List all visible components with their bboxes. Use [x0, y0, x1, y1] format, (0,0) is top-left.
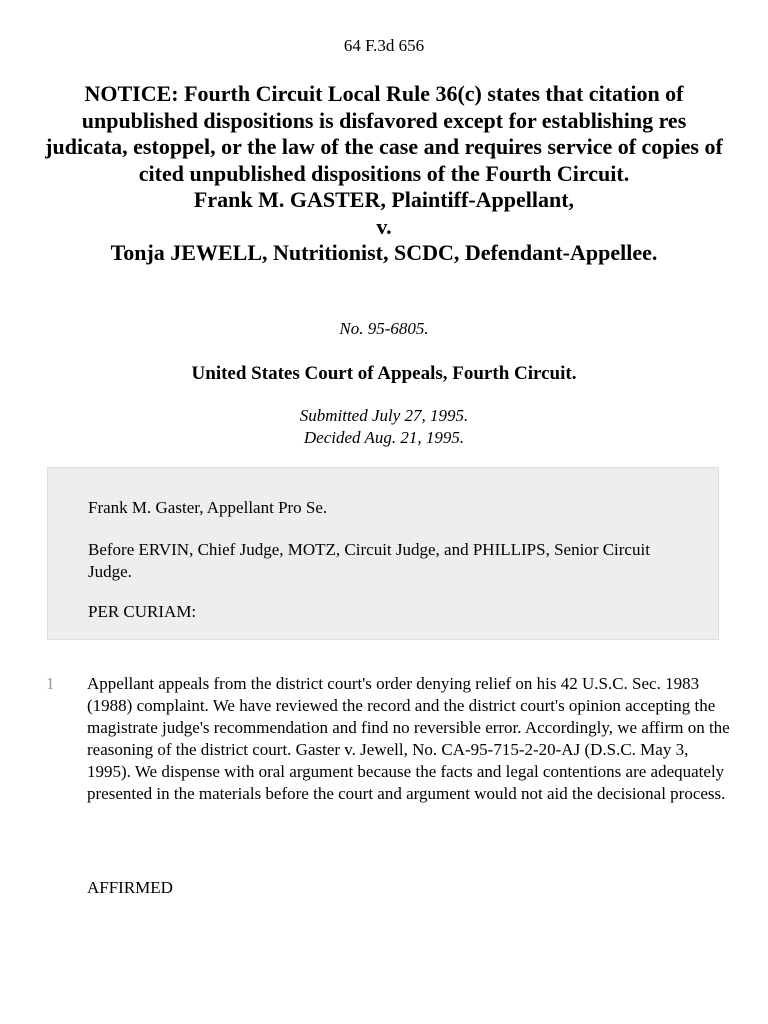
counsel-line: Frank M. Gaster, Appellant Pro Se. — [88, 498, 328, 517]
appellee-party: Tonja JEWELL, Nutritionist, SCDC, Defendant-Appellee. — [110, 240, 658, 265]
decided-date: Decided Aug. 21, 1995. — [303, 428, 465, 447]
court-name: United States Court of Appeals, Fourth Circuit. — [191, 363, 577, 384]
case-heading — [40, 81, 728, 267]
per-curiam-label: PER CURIAM: — [88, 602, 197, 621]
opinion-paragraph: Appellant appeals from the district court's order denying relief on his 42 U.S.C. Sec. 1983 (1988) complaint. We have reviewed the record and the district court's opinion accepting the magistrate judge's recommendation and find no reversible error. Accordingly, we affirm on the reasoning of the district court. Gaster v. Jewell, No. CA-95-715-2-20-AJ (D.S.C. May 3, 1995). We dispense with oral argument because the facts and legal contentions are adequately presented in the materials before the court and argument would not aid the decisional process. — [87, 674, 730, 803]
judges-line: Before ERVIN, Chief Judge, MOTZ, Circuit Judge, and PHILLIPS, Senior Circuit Judge. — [88, 540, 650, 581]
docket-number: No. 95-6805. — [339, 319, 429, 338]
appellant-party: Frank M. GASTER, Plaintiff-Appellant, — [193, 187, 575, 212]
submitted-date: Submitted July 27, 1995. — [299, 406, 469, 425]
unpublished-notice: NOTICE: Fourth Circuit Local Rule 36(c) states that citation of unpublished dispositions is disfavored except for establishing res judicata, estoppel, or the law of the case and requires service of copies of cited unpublished dispositions of the Fourth Circuit. — [45, 81, 723, 186]
versus-label: v. — [376, 213, 392, 239]
disposition: AFFIRMED — [87, 878, 173, 897]
reporter-citation: 64 F.3d 656 — [343, 36, 425, 55]
paragraph-number: 1 — [46, 674, 55, 693]
decision-dates — [0, 405, 768, 449]
counsel-panel — [47, 467, 719, 640]
